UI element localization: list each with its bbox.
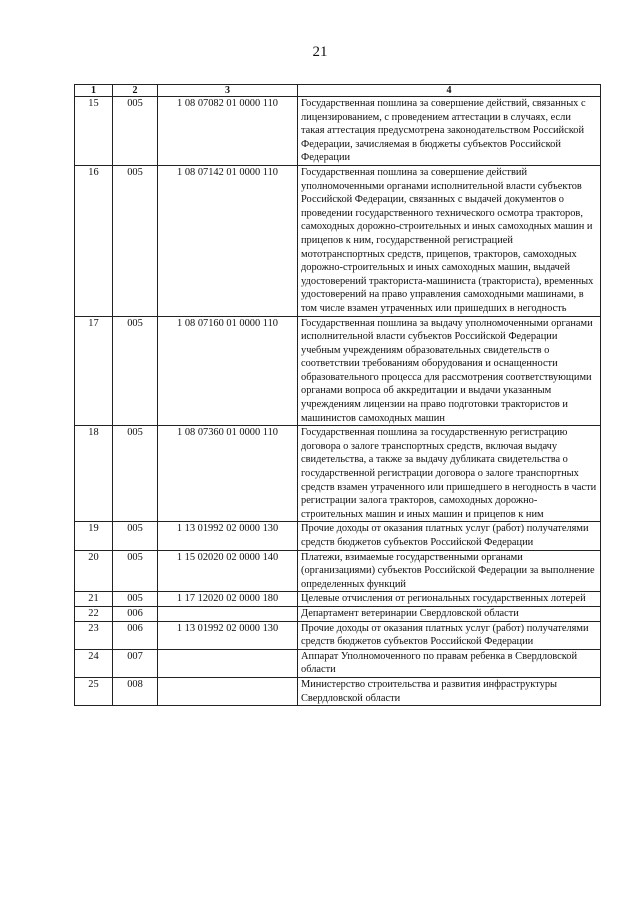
row-number-cell: 15 <box>75 97 113 166</box>
row-number-cell: 19 <box>75 522 113 550</box>
budget-classification-code-cell: 1 13 01992 02 0000 130 <box>158 522 298 550</box>
revenue-description-cell: Целевые отчисления от региональных государственных лотерей <box>298 592 601 607</box>
budget-classification-code-cell: 1 08 07142 01 0000 110 <box>158 165 298 316</box>
table-row <box>75 165 601 316</box>
admin-code-cell: 005 <box>113 550 158 592</box>
column-header-2: 2 <box>113 85 158 97</box>
revenue-description-cell: Прочие доходы от оказания платных услуг (работ) получателями средств бюджетов субъектов Российской Федерации <box>298 522 601 550</box>
budget-classification-code-cell: 1 13 01992 02 0000 130 <box>158 621 298 649</box>
budget-classification-code-cell: 1 15 02020 02 0000 140 <box>158 550 298 592</box>
admin-code-cell: 005 <box>113 165 158 316</box>
table-row <box>75 426 601 522</box>
admin-code-cell: 005 <box>113 592 158 607</box>
row-number-cell: 17 <box>75 316 113 426</box>
budget-classification-code-cell <box>158 649 298 677</box>
budget-classification-code-cell <box>158 606 298 621</box>
admin-code-cell: 005 <box>113 316 158 426</box>
row-number-cell: 20 <box>75 550 113 592</box>
row-number-cell: 25 <box>75 677 113 705</box>
revenue-description-cell: Департамент ветеринарии Свердловской области <box>298 606 601 621</box>
revenue-description-cell: Государственная пошлина за государственную регистрацию договора о залоге транспортных средств, включая выдачу свидетельства, а также за выдачу дубликата свидетельства о государственной регистрации договора о залоге транспортных средств взамен утраченного или пришедшего в негодность в части регистрации залога тракторов, самоходных дорожно-строительных машин и иных машин и прицепов к ним <box>298 426 601 522</box>
table-row <box>75 677 601 705</box>
budget-classification-code-cell: 1 17 12020 02 0000 180 <box>158 592 298 607</box>
table-row <box>75 97 601 166</box>
revenue-description-cell: Государственная пошлина за совершение действий уполномоченными органами исполнительной власти субъектов Российской Федерации, связанных с выдачей документов о проведении государственного технического осмотра тракторов, самоходных дорожно-строительных и иных самоходных машин и прицепов к ним, государственной регистрацией мототранспортных средств, прицепов, тракторов, самоходных дорожно-строительных и иных самоходных машин, выдачей удостоверений тракториста-машиниста (тракториста), временных удостоверений на право управления самоходными машинами, в том числе взамен утраченных или пришедших в негодность <box>298 165 601 316</box>
admin-code-cell: 005 <box>113 97 158 166</box>
revenue-description-cell: Платежи, взимаемые государственными органами (организациями) субъектов Российской Федерации за выполнение определенных функций <box>298 550 601 592</box>
admin-code-cell: 008 <box>113 677 158 705</box>
admin-code-cell: 005 <box>113 426 158 522</box>
admin-code-cell: 007 <box>113 649 158 677</box>
table-header-row <box>75 85 601 97</box>
row-number-cell: 16 <box>75 165 113 316</box>
column-header-1: 1 <box>75 85 113 97</box>
table-row <box>75 550 601 592</box>
budget-classification-code-cell: 1 08 07082 01 0000 110 <box>158 97 298 166</box>
table-row <box>75 316 601 426</box>
admin-code-cell: 005 <box>113 522 158 550</box>
admin-code-cell: 006 <box>113 621 158 649</box>
row-number-cell: 24 <box>75 649 113 677</box>
table-row <box>75 522 601 550</box>
column-header-3: 3 <box>158 85 298 97</box>
row-number-cell: 22 <box>75 606 113 621</box>
budget-classification-code-cell <box>158 677 298 705</box>
table-row <box>75 621 601 649</box>
table-row <box>75 606 601 621</box>
budget-classification-code-cell: 1 08 07360 01 0000 110 <box>158 426 298 522</box>
admin-code-cell: 006 <box>113 606 158 621</box>
row-number-cell: 18 <box>75 426 113 522</box>
revenue-description-cell: Государственная пошлина за совершение действий, связанных с лицензированием, с проведением аттестации в случаях, если такая аттестация предусмотрена законодательством Российской Федерации, зачисляемая в бюджеты субъектов Российской Федерации <box>298 97 601 166</box>
table-row <box>75 649 601 677</box>
column-header-4: 4 <box>298 85 601 97</box>
row-number-cell: 23 <box>75 621 113 649</box>
row-number-cell: 21 <box>75 592 113 607</box>
revenue-codes-table <box>74 84 601 706</box>
revenue-description-cell: Аппарат Уполномоченного по правам ребенка в Свердловской области <box>298 649 601 677</box>
revenue-description-cell: Прочие доходы от оказания платных услуг (работ) получателями средств бюджетов субъектов Российской Федерации <box>298 621 601 649</box>
table-row <box>75 592 601 607</box>
revenue-description-cell: Министерство строительства и развития инфраструктуры Свердловской области <box>298 677 601 705</box>
page-number: 21 <box>312 44 328 60</box>
revenue-description-cell: Государственная пошлина за выдачу уполномоченными органами исполнительной власти субъектов Российской Федерации учебным учреждениям образовательных свидетельств о соответствии требованиям оборудования и оснащенности образовательного процесса для рассмотрения соответствующими органами вопроса об аккредитации и выдачи указанным учреждениям лицензии на право подготовки трактористов и машинистов самоходных машин <box>298 316 601 426</box>
budget-classification-code-cell: 1 08 07160 01 0000 110 <box>158 316 298 426</box>
